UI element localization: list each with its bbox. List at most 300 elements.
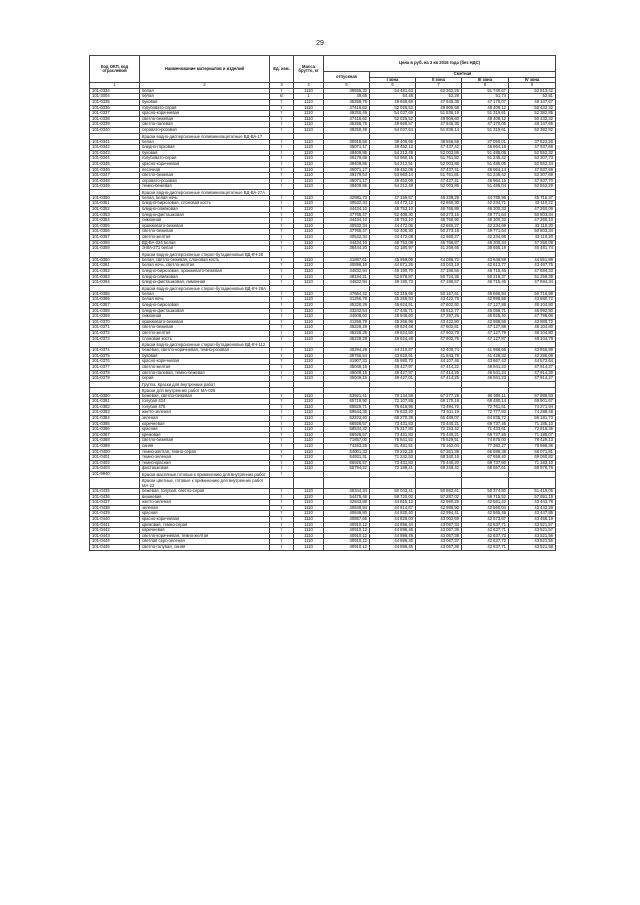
name-cell: желто-зеленая [140,500,270,506]
mass-cell: 1110 [294,173,324,179]
zone-3-price-cell: 51,74 [462,94,509,100]
release-price-cell: 68534,32 [324,427,370,433]
unit-cell: т [270,489,294,495]
release-price-cell: 43242,54 [324,308,370,314]
code-cell: 101-0362 [90,269,140,275]
zone-4-price-cell: 51 419,05 [509,489,556,495]
unit-cell: т [270,246,294,252]
zone-3-price-cell: 51 319,61 [462,127,509,133]
zone-3-price-cell: 42 988,56 [462,297,509,303]
release-price-cell: 44434,10 [324,240,370,246]
zone-3-price-cell: 68 557,61 [462,466,509,472]
name-cell: светлая серо-зеленая [140,539,270,545]
zone-4-price-cell: 47 260,09 [509,240,556,246]
mass-cell: 1110 [294,178,324,184]
mass-cell: 1110 [294,533,324,539]
name-cell: бледно-фисташковая, лимонная [140,280,270,286]
zone-4-price-cell: 42 856,99 [509,348,556,354]
name-cell: вишневая [140,494,270,500]
unit-cell: т [270,139,294,145]
zone-4-price-cell: 48 147,67 [509,99,556,105]
release-price-cell: 41256,79 [324,319,370,325]
zone-4-price-cell: 43 442,28 [509,505,556,511]
mass-cell: 1110 [294,184,324,190]
name-cell: голубая 424 [140,399,270,405]
zone-4-price-cell: 43 880,72 [509,297,556,303]
zone-4-price-cell: 50 803,34 [509,212,556,218]
unit-cell: т [270,466,294,472]
release-price-cell: 45049,15 [324,370,370,376]
group-heading-row [90,478,556,489]
zone-4-price-cell: 43 521,58 [509,544,556,550]
code-cell: 101-0368 [90,308,140,314]
zone-1-price-cell: 52 408,30 [370,229,416,235]
zone-2-price-cell: 43 067,36 [416,544,462,550]
name-cell: бледно-бирюзовая, слоновая кость [140,201,270,207]
release-price-cell: 47416,62 [324,105,370,111]
unit-cell: т [270,421,294,427]
name-cell: синяя [140,444,270,450]
zone-1-price-cell: 48 946,60 [370,314,416,320]
code-cell [90,478,140,489]
mass-cell: 1110 [294,127,324,133]
mass-cell: 1110 [294,348,324,354]
mass-cell: 1110 [294,257,324,263]
unit-cell: т [270,308,294,314]
zone-1-price-cell: 44 820,40 [370,511,416,517]
zone-2-price-cell: 52 003,86 [416,184,462,190]
zone-1-price-cell: 54 212,51 [370,161,416,167]
release-price-cell: 66926,57 [324,421,370,427]
unit-cell: т [270,274,294,280]
code-cell: 101-0389 [90,444,140,450]
zone-2-price-cell: 44 086,72 [416,257,462,263]
unit-cell: т [270,330,294,336]
zone-4-price-cell: 47 260,09 [509,207,556,213]
name-cell: светло-бежевая [140,325,270,331]
code-cell: 101-0346 [90,167,140,173]
unit-cell: т [270,116,294,122]
zone-3-price-cell: 46 715,46 [462,280,509,286]
zone-1-price-cell: 81 481,51 [370,444,416,450]
column-number: 4 [294,83,324,89]
header-mass: Масса брутто, кг [294,56,324,83]
zone-2-price-cell: 47 645,38 [416,99,462,105]
zone-2-price-cell: 45 512,77 [416,308,462,314]
zone-3-price-cell: 46 964,14 [462,167,509,173]
release-price-cell: 49409,86 [324,150,370,156]
unit-cell: т [270,161,294,167]
code-cell: 101-0363 [90,274,140,280]
column-number: 5 [324,83,370,89]
code-cell: 101-0345 [90,161,140,167]
unit-cell: т [270,167,294,173]
zone-2-price-cell: 44 107,46 [416,359,462,365]
mass-cell: 1110 [294,111,324,117]
release-price-cell: 66926,57 [324,432,370,438]
zone-2-price-cell: 42 660,27 [416,235,462,241]
unit-cell: т [270,359,294,365]
unit-cell: т [270,494,294,500]
unit-cell: т [270,427,294,433]
release-price-cell: 64001,33 [324,449,370,455]
zone-4-price-cell: 50 432,32 [509,116,556,122]
header-zone-1: I зона [370,77,416,83]
unit-cell: т [270,195,294,201]
release-price-cell: 49409,86 [324,184,370,190]
unit-cell: т [270,336,294,342]
unit-cell: т [270,88,294,94]
zone-4-price-cell: 50 716,99 [509,291,556,297]
unit-cell: т [270,416,294,422]
zone-4-price-cell: 68 071,81 [509,449,556,455]
zone-3-price-cell: 51 485,05 [462,150,509,156]
mass-cell: 1110 [294,150,324,156]
code-cell: 101-0388 [90,438,140,444]
name-cell: красная [140,427,270,433]
release-price-cell: 49409,86 [324,161,370,167]
zone-1-price-cell: 70 222,25 [370,449,416,455]
zone-4-price-cell: 43 521,56 [509,533,556,539]
zone-4-price-cell: 57 891,19 [509,494,556,500]
zone-2-price-cell: 75 629,51 [416,438,462,444]
zone-2-price-cell: 50 273,18 [416,229,462,235]
name-cell: светло-коричневая, темно-желтая [140,533,270,539]
release-price-cell: 66926,57 [324,460,370,466]
code-cell: 101-0358 [90,240,140,246]
zone-3-price-cell: 43 646,59 [462,257,509,263]
zone-2-price-cell: 72 153,42 [416,427,462,433]
name-cell: Краски водно-дисперсионные стирол-бутадиеновые ВД-КЧ-26А [140,285,270,291]
unit-cell: т [270,105,294,111]
zone-4-price-cell: 47 914,27 [509,364,556,370]
zone-4-price-cell: 52 552,34 [509,161,556,167]
column-number: 6 [370,83,416,89]
mass-cell: 1110 [294,207,324,213]
column-number: 1 [90,83,140,89]
release-price-cell: 41887,61 [324,257,370,263]
release-price-cell: 40910,12 [324,539,370,545]
zone-4-price-cell: 47 937,70 [509,178,556,184]
code-cell: 101-0364 [90,280,140,286]
zone-2-price-cell: 50 724,36 [416,274,462,280]
release-price-cell: 45071,17 [324,167,370,173]
code-cell: 101-0401 [90,455,140,461]
unit-cell: т [270,505,294,511]
release-price-cell: 49250,49 [324,127,370,133]
mass-cell: 1110 [294,399,324,405]
zone-4-price-cell: 71 185,07 [509,432,556,438]
release-price-cell: 47765,47 [324,229,370,235]
zone-3-price-cell: 47 127,87 [462,336,509,342]
zone-1-price-cell: 52 315,66 [370,291,416,297]
zone-1-price-cell: 45 266,96 [370,319,416,325]
zone-4-price-cell: 47 684,33 [509,269,556,275]
zone-2-price-cell: 51 836,19 [416,111,462,117]
code-cell: 101-0351 [90,201,140,207]
zone-3-price-cell: 49 771,64 [462,212,509,218]
release-price-cell: 40857,65 [324,516,370,522]
header-zone-3: III зона [462,77,509,83]
release-price-cell: 42981,73 [324,195,370,201]
zone-3-price-cell: 51 245,42 [462,156,509,162]
release-price-cell: 46344,34 [324,489,370,495]
zone-2-price-cell: 68 340,19 [416,455,462,461]
zone-1-price-cell: 72 189,41 [370,466,416,472]
zone-4-price-cell: 52 552,32 [509,150,556,156]
zone-2-price-cell: 42 409,74 [416,348,462,354]
zone-4-price-cell: 40 481,74 [509,246,556,252]
zone-3-price-cell: 42 637,71 [462,528,509,534]
zone-1-price-cell: 70 134,58 [370,393,416,399]
release-price-cell: 49179,64 [324,173,370,179]
zone-1-price-cell: 45 266,93 [370,297,416,303]
code-cell: 101-0340 [90,127,140,133]
zone-1-price-cell: 48 753,10 [370,218,416,224]
name-cell: оранжевато-бежевая [140,223,270,229]
name-cell: песочная [140,167,270,173]
code-cell: 101-0341 [90,139,140,145]
zone-2-price-cell: 52 003,88 [416,161,462,167]
name-cell: бледно-горховая [140,145,270,151]
release-price-cell: 41256,79 [324,297,370,303]
zone-3-price-cell: 50 374,80 [462,489,509,495]
name-cell: буковая [140,353,270,359]
unit-cell: т [270,229,294,235]
release-price-cell: 45228,29 [324,302,370,308]
release-price-cell: 45228,29 [324,325,370,331]
zone-4-price-cell: 50 803,34 [509,229,556,235]
release-price-cell: 40532,34 [324,201,370,207]
zone-4-price-cell: 69 901,67 [509,399,556,405]
name-cell: бежевая, светло-коричневая, темно-розовая [140,348,270,354]
release-price-cell: 47664,22 [324,291,370,297]
unit-cell: т [270,178,294,184]
mass-cell: 1110 [294,466,324,472]
zone-2-price-cell: 43 067,38 [416,533,462,539]
zone-1-price-cell: 49 427,01 [370,376,416,382]
zone-4-price-cell: 43 447,85 [509,511,556,517]
zone-4-price-cell: 66 181,73 [509,416,556,422]
zone-3-price-cell: 46 300,33 [462,207,509,213]
zone-3-price-cell: 71 433,61 [462,427,509,433]
zone-1-price-cell: 49 668,57 [370,122,416,128]
name-cell: кремовая, темно-серая [140,522,270,528]
zone-4-price-cell: 43 880,72 [509,319,556,325]
zone-2-price-cell: 70 440,21 [416,421,462,427]
unit-cell: т [270,533,294,539]
zone-4-price-cell: 42 285,08 [509,353,556,359]
zone-4-price-cell: 47 937,69 [509,145,556,151]
name-cell: светло-палевая [140,122,270,128]
zone-1-price-cell: 49 624,48 [370,336,416,342]
code-cell: 101-0354 [90,218,140,224]
zone-2-price-cell: 42 988,90 [416,505,462,511]
unit-cell: т [270,460,294,466]
mass-cell: 1110 [294,167,324,173]
name-cell: светло-палевая, темно-бежевая [140,370,270,376]
mass-cell: 1110 [294,364,324,370]
code-cell: 101-0439 [90,511,140,517]
zone-2-price-cell: 41 269,65 [416,246,462,252]
zone-4-price-cell: 45 992,80 [509,308,556,314]
header-price: Цена в руб. на 3 кв 2016 года (без НДС) [324,56,556,72]
unit-cell: т [270,223,294,229]
mass-cell: 1110 [294,201,324,207]
code-cell: 101-0337 [90,111,140,117]
name-cell: белая [140,139,270,145]
zone-4-price-cell: 74 271,94 [509,404,556,410]
zone-1-price-cell: 76 618,96 [370,404,416,410]
unit-cell: т [270,511,294,517]
name-cell: Э-ВА-271 белая [140,246,270,252]
zone-2-price-cell: 70 440,20 [416,460,462,466]
release-price-cell: 74263,25 [324,444,370,450]
name-cell: белая [140,291,270,297]
name-cell: светло-желтая [140,364,270,370]
zone-3-price-cell: 46 300,34 [462,240,509,246]
name-cell: зеленая [140,416,270,422]
zone-4-price-cell: 52 307,69 [509,173,556,179]
zone-3-price-cell: 47 170,07 [462,99,509,105]
mass-cell: 1110 [294,393,324,399]
name-cell: красно-коричневая [140,516,270,522]
unit-cell: т [270,207,294,213]
zone-3-price-cell: 72 761,51 [462,404,509,410]
zone-2-price-cell: 52 003,86 [416,150,462,156]
name-cell: буковая [140,150,270,156]
zone-4-price-cell: 48 104,79 [509,336,556,342]
release-price-cell: 47416,62 [324,116,370,122]
zone-2-price-cell: 50 167,61 [416,291,462,297]
release-price-cell: 49655,32 [324,88,370,94]
zone-3-price-cell: 42 234,69 [462,223,509,229]
zone-1-price-cell: 42 180,97 [370,246,416,252]
zone-2-price-cell: 47 414,25 [416,370,462,376]
zone-1-price-cell: 45 980,70 [370,359,416,365]
unit-cell: т [270,500,294,506]
zone-4-price-cell: 43 110,20 [509,235,556,241]
zone-2-price-cell: 78 162,04 [416,444,462,450]
zone-1-price-cell: 52 025,52 [370,116,416,122]
name-cell: бежевая, светло-бежевая [140,393,270,399]
mass-cell: 1110 [294,516,324,522]
zone-2-price-cell: 51 761,82 [416,156,462,162]
code-cell: 101-0443 [90,533,140,539]
unit-cell: т [270,111,294,117]
zone-4-price-cell: 43 521,56 [509,539,556,545]
name-cell: бледно-фисташковая [140,212,270,218]
zone-4-price-cell: 76 429,13 [509,438,556,444]
zone-1-price-cell: 68 270,39 [370,416,416,422]
code-cell: 101-3004 [90,94,140,100]
unit-cell: т [270,145,294,151]
zone-1-price-cell: 73 431,83 [370,421,416,427]
code-cell: 101-0334 [90,88,140,94]
zone-2-price-cell: 43 422,80 [416,319,462,325]
mass-cell: 1110 [294,195,324,201]
zone-4-price-cell: 48 104,80 [509,330,556,336]
zone-3-price-cell: 42 234,71 [462,201,509,207]
table-row [90,544,556,550]
code-cell: 101-0343 [90,150,140,156]
column-number: 9 [509,83,556,89]
code-cell: 101-0371 [90,325,140,331]
code-cell: 101-0444 [90,539,140,545]
release-price-cell: 45049,15 [324,364,370,370]
zone-3-price-cell: 69 737,46 [462,432,509,438]
mass-cell: 1110 [294,122,324,128]
release-price-cell: 65794,22 [324,466,370,472]
release-price-cell: 40910,12 [324,522,370,528]
zone-2-price-cell: 67 361,39 [416,449,462,455]
header-zone-4: IV зона [509,77,556,83]
zone-2-price-cell: 38 556,59 [416,139,462,145]
unit-cell: т [270,455,294,461]
code-cell: 101-0385 [90,421,140,427]
zone-4-price-cell: 47 937,69 [509,167,556,173]
mass-cell: 1110 [294,240,324,246]
zone-2-price-cell: 42 990,29 [416,500,462,506]
zone-2-price-cell: 51 761,81 [416,173,462,179]
mass-cell: 1110 [294,505,324,511]
unit-cell: т [270,522,294,528]
mass-cell: 1110 [294,291,324,297]
unit-cell: т [270,319,294,325]
code-cell: 101-0435 [90,489,140,495]
code-cell: 101-0355 [90,223,140,229]
code-cell: 101-0436 [90,494,140,500]
code-cell: 101-0335 [90,99,140,105]
mass-cell: 1110 [294,308,324,314]
name-cell: кремовая [140,432,270,438]
code-cell: 101-0375 [90,353,140,359]
unit-cell: т [270,122,294,128]
zone-3-price-cell: 66 606,11 [462,393,509,399]
name-cell: Краски масляные готовые к применению для внутренних работ [140,472,270,478]
zone-2-price-cell: 69 170,19 [416,399,462,405]
zone-1-price-cell: 73 431,83 [370,432,416,438]
name-cell: Краски водно-дисперсионные поливинилацетатные ВД-ВА-17 [140,133,270,139]
name-cell: белая, белая ночь [140,195,270,201]
zone-4-price-cell: 37 822,26 [509,139,556,145]
mass-cell: 1110 [294,302,324,308]
unit-cell: т [270,184,294,190]
zone-4-price-cell [509,478,556,489]
mass-cell: 1110 [294,88,324,94]
name-cell: белая [140,88,270,94]
unit-cell: т [270,156,294,162]
name-cell: бледно-оливковая [140,274,270,280]
zone-3-price-cell: 42 637,71 [462,544,509,550]
zone-1-price-cell: 54 212,49 [370,184,416,190]
code-cell: 101-0352 [90,207,140,213]
name-cell: бледно-бирюзовая, оранжевато-бежевая [140,269,270,275]
zone-3-price-cell: 46 964,18 [462,145,509,151]
mass-cell: 1110 [294,359,324,365]
zone-3-price-cell: 42 573,67 [462,516,509,522]
zone-2-price-cell: 47 602,92 [416,302,462,308]
code-cell: 101-0360 [90,257,140,263]
name-cell: желто-зеленая [140,410,270,416]
zone-2-price-cell: 41 843,78 [416,353,462,359]
name-cell: белая, светло-бежевая, слоновая кость [140,257,270,263]
zone-4-price-cell: 72 916,36 [509,427,556,433]
zone-1-price-cell: 50 043,41 [370,489,416,495]
mass-cell: 1110 [294,269,324,275]
unit-cell: т [270,544,294,550]
code-cell: 101-0365 [90,291,140,297]
